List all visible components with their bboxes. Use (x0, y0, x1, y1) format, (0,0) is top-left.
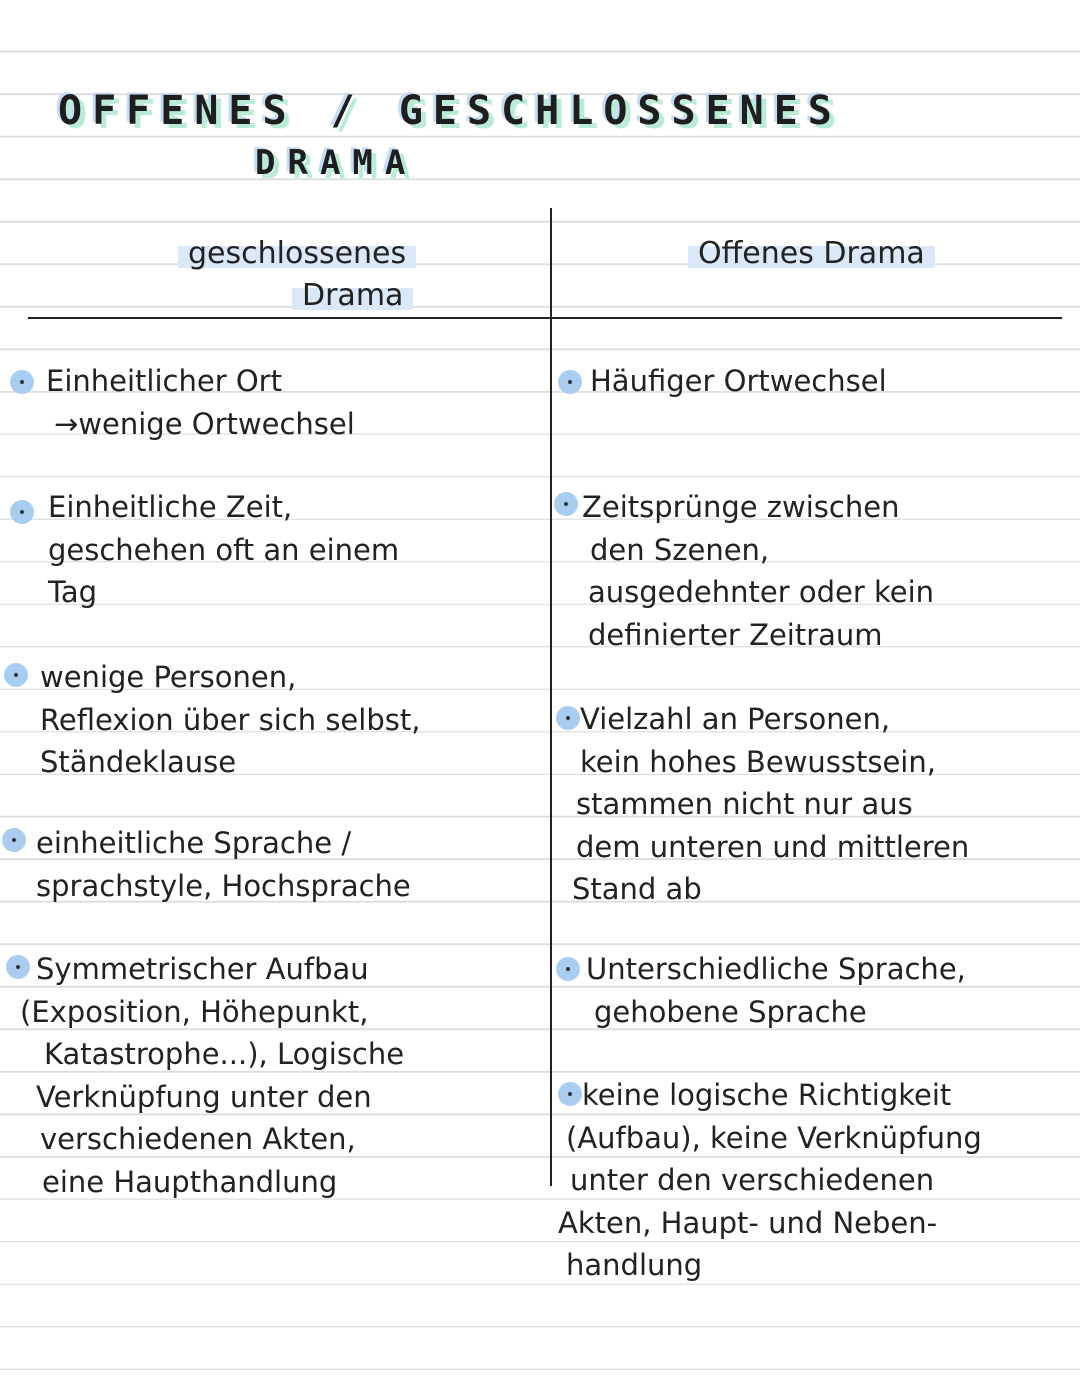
right-item-language (586, 948, 966, 1033)
text-line: geschehen oft an einem (48, 532, 400, 567)
left-item-persons (40, 656, 420, 784)
bullet-icon (6, 955, 30, 979)
bullet-icon (2, 828, 26, 852)
left-column-header-cont (292, 278, 413, 313)
text-line: wenige Personen, (40, 660, 297, 694)
page-subtitle (255, 143, 417, 183)
left-item-place (46, 360, 355, 445)
bullet-icon (554, 492, 578, 516)
text-line: Verknüpfung unter den (36, 1079, 372, 1114)
left-item-time (48, 486, 399, 614)
text-line: Tag (48, 575, 98, 609)
bullet-icon (4, 663, 28, 687)
right-column-header (688, 236, 935, 271)
column-divider (550, 208, 552, 1186)
right-item-place (590, 360, 887, 403)
text-line: (Exposition, Höhepunkt, (20, 994, 369, 1029)
text-line: (Aufbau), keine Verknüpfung (566, 1120, 982, 1155)
bullet-icon (10, 500, 34, 524)
left-column-header (178, 236, 416, 271)
right-item-time (582, 486, 934, 656)
text-line: Akten, Haupt- und Neben- (558, 1205, 938, 1240)
right-item-persons (572, 698, 970, 911)
header-divider (28, 317, 1062, 319)
text-line: Symmetrischer Aufbau (36, 952, 369, 986)
text-line: Katastrophe...), Logische (44, 1037, 405, 1071)
text-line: Unterschiedliche Sprache, (586, 952, 966, 986)
right-item-structure (558, 1074, 982, 1287)
text-line: gehobene Sprache (594, 994, 867, 1029)
text-line: einheitliche Sprache / (36, 826, 352, 860)
text-line: →wenige Ortwechsel (54, 406, 355, 441)
bullet-icon (556, 706, 580, 730)
page-title-line1: OFFENES / GESCHLOSSENES (58, 88, 842, 134)
bullet-icon (558, 370, 582, 394)
text-line: den Szenen, (590, 532, 770, 567)
text-line: Einheitliche Zeit, (48, 490, 293, 524)
text-line: sprachstyle, Hochsprache (36, 868, 411, 903)
text-line: definierter Zeitraum (588, 617, 883, 652)
text-line: Einheitlicher Ort (46, 364, 282, 398)
text-line: kein hohes Bewusstsein, (580, 744, 936, 779)
text-line: dem unteren und mittleren (576, 829, 970, 864)
text-line: verschiedenen Akten, (40, 1122, 356, 1156)
text-line: stammen nicht nur aus (576, 787, 913, 821)
text-line: Vielzahl an Personen, (580, 702, 891, 736)
left-item-language (36, 822, 411, 907)
text-line: eine Haupthandlung (42, 1164, 338, 1199)
bullet-icon (556, 957, 580, 981)
left-item-structure (20, 948, 405, 1203)
text-line: ausgedehnter oder kein (588, 575, 935, 609)
left-header-line1: geschlossenes (178, 236, 416, 271)
right-header-text: Offenes Drama (688, 236, 935, 271)
bullet-icon (10, 370, 34, 394)
left-header-line2: Drama (292, 278, 413, 313)
text-line: Häufiger Ortwechsel (590, 364, 887, 398)
text-line: Ständeklause (40, 745, 237, 779)
text-line: handlung (566, 1248, 703, 1282)
text-line: keine logische Richtigkeit (582, 1078, 952, 1112)
page-title-line2: DRAMA (255, 143, 418, 183)
text-line: Stand ab (572, 872, 702, 906)
page-title (58, 88, 842, 134)
text-line: Reflexion über sich selbst, (40, 702, 421, 737)
text-line: unter den verschiedenen (570, 1163, 935, 1197)
text-line: Zeitsprünge zwischen (582, 490, 900, 524)
